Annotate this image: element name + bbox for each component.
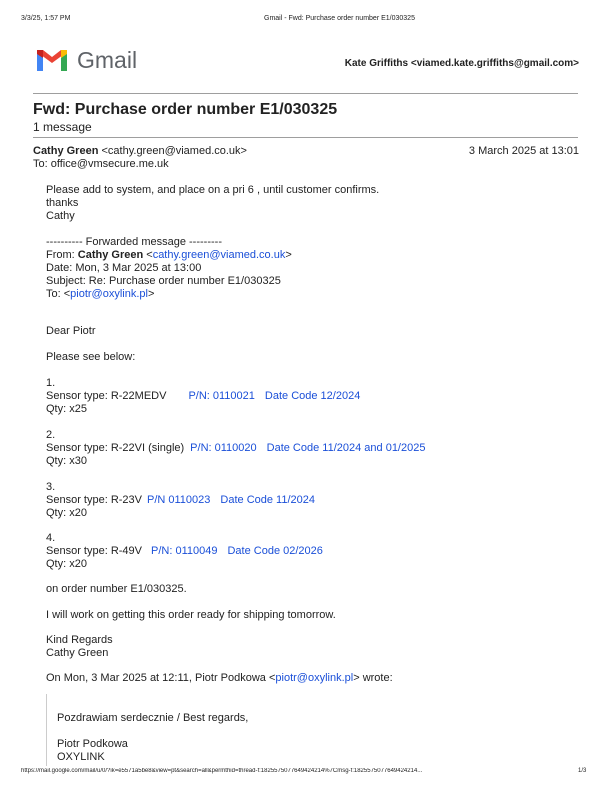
note-line: Cathy: [46, 210, 75, 222]
forward-date: Date: Mon, 3 Mar 2025 at 13:00: [46, 262, 202, 274]
order-item: [46, 532, 323, 571]
forward-to-email-link[interactable]: piotr@oxylink.pl: [70, 288, 148, 300]
recipient-line: To: office@vmsecure.me.uk: [33, 158, 169, 170]
item-date-code: Date Code 11/2024: [220, 494, 315, 506]
forward-subject: Subject: Re: Purchase order number E1/030325: [46, 275, 281, 287]
order-number-line: on order number E1/030325.: [46, 583, 187, 595]
order-item: [46, 377, 360, 416]
signoff: Kind Regards Cathy Green: [46, 634, 113, 659]
forward-to: To: <piotr@oxylink.pl>: [46, 288, 155, 300]
order-item: [46, 429, 425, 468]
forward-from-email-link[interactable]: cathy.green@viamed.co.uk: [152, 249, 286, 261]
forward-separator: ---------- Forwarded message ---------: [46, 236, 222, 248]
item-number: 4.: [46, 532, 56, 544]
sender-line: [33, 145, 247, 158]
item-pn: P/N 0110023: [147, 494, 211, 506]
quote-signature: [57, 738, 128, 764]
message-count: 1 message: [33, 120, 92, 134]
message-date: 3 March 2025 at 13:01: [468, 145, 579, 157]
print-url: https://mail.google.com/mail/u/0/?ik=e5571a5be8&view=pt&search=all&permthid=thread-f:1825575077649424214%7Cmsg-f:1825575077649424214...: [21, 768, 423, 774]
item-sensor: Sensor type: R-22VI (single): [46, 442, 185, 454]
note-line: Please add to system, and place on a pri 6 , until customer confirms.: [46, 184, 380, 196]
item-number: 3.: [46, 481, 56, 493]
item-sensor: Sensor type: R-49V: [46, 545, 142, 557]
item-date-code: Date Code 12/2024: [264, 390, 361, 402]
item-qty: Qty: x20: [46, 507, 87, 519]
item-number: 1.: [46, 377, 56, 389]
quote-header: On Mon, 3 Mar 2025 at 12:11, Piotr Podkowa <piotr@oxylink.pl> wrote:: [46, 672, 393, 684]
item-date-code: Date Code 11/2024 and 01/2025: [266, 442, 426, 454]
item-sensor: Sensor type: R-22MEDV: [46, 390, 167, 402]
order-item: [46, 481, 315, 520]
page-number: 1/3: [578, 768, 587, 774]
gmail-logo-icon[interactable]: [35, 47, 69, 73]
note-line: thanks: [46, 197, 79, 209]
forward-note: [46, 184, 379, 223]
sender-email: <cathy.green@viamed.co.uk>: [101, 145, 247, 157]
gmail-wordmark: Gmail: [77, 47, 138, 73]
quote-company: OXYLINK: [57, 751, 105, 763]
quote-regards: Pozdrawiam serdecznie / Best regards,: [57, 712, 249, 724]
print-title: Gmail - Fwd: Purchase order number E1/030325: [264, 15, 415, 22]
forward-from: From: Cathy Green <cathy.green@viamed.co.uk>: [46, 249, 292, 261]
item-number: 2.: [46, 429, 56, 441]
shipping-line: I will work on getting this order ready for shipping tomorrow.: [46, 609, 336, 621]
quote-name: Piotr Podkowa: [57, 738, 128, 750]
item-qty: Qty: x25: [46, 403, 87, 415]
item-qty: Qty: x30: [46, 455, 87, 467]
account-email: Kate Griffiths <viamed.kate.griffiths@gmail.com>: [344, 58, 579, 69]
print-datetime: 3/3/25, 1:57 PM: [21, 15, 71, 22]
item-pn: P/N: 0110049: [151, 545, 218, 557]
forwarded-header: [46, 236, 292, 301]
item-pn: P/N: 0110020: [190, 442, 257, 454]
item-pn: P/N: 0110021: [188, 390, 255, 402]
thread-subject: Fwd: Purchase order number E1/030325: [33, 101, 338, 118]
quote-bar: [46, 694, 47, 766]
intro-line: Please see below:: [46, 351, 136, 363]
header-divider: [33, 93, 578, 94]
item-date-code: Date Code 02/2026: [227, 545, 323, 557]
item-qty: Qty: x20: [46, 558, 87, 570]
item-sensor: Sensor type: R-23V: [46, 494, 142, 506]
greeting: Dear Piotr: [46, 325, 96, 337]
subject-divider: [33, 137, 578, 138]
sender-name: Cathy Green: [33, 145, 99, 157]
quote-email-link[interactable]: piotr@oxylink.pl: [275, 672, 354, 684]
